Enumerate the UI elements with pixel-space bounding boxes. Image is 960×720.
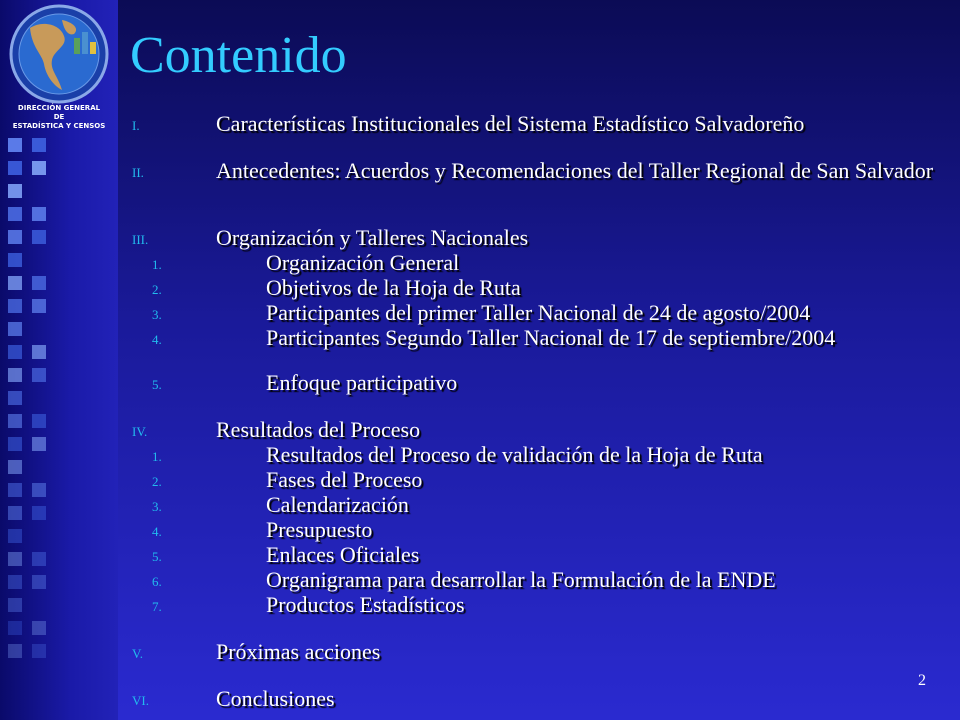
- decorative-square: [8, 368, 22, 382]
- decorative-square: [32, 506, 46, 520]
- toc-subsection-title: Productos Estadísticos: [266, 592, 465, 617]
- decorative-square: [8, 184, 22, 198]
- decorative-square: [32, 552, 46, 566]
- decorative-square: [32, 345, 46, 359]
- toc-subsection-title: Enfoque participativo: [266, 370, 458, 395]
- decorative-square: [8, 506, 22, 520]
- svg-text:DE: DE: [53, 113, 65, 121]
- decorative-square: [32, 575, 46, 589]
- decorative-square: [8, 230, 22, 244]
- decorative-square: [8, 322, 22, 336]
- svg-text:ESTADÍSTICA Y CENSOS: ESTADÍSTICA Y CENSOS: [12, 122, 106, 130]
- decorative-square: [8, 621, 22, 635]
- toc-subsection-title: Participantes Segundo Taller Nacional de 17 de septiembre/2004: [266, 325, 836, 350]
- toc-section-title: Características Institucionales del Sistema Estadístico Salvadoreño: [216, 111, 805, 136]
- toc-subsection-number: 7.: [152, 599, 162, 614]
- decorative-square: [8, 575, 22, 589]
- toc-subsection-number: 6.: [152, 574, 162, 589]
- decorative-square: [32, 276, 46, 290]
- decorative-square: [32, 414, 46, 428]
- toc-subsection-title: Participantes del primer Taller Nacional de 24 de agosto/2004: [266, 300, 811, 325]
- svg-text:DIRECCIÓN GENERAL: DIRECCIÓN GENERAL: [17, 104, 101, 112]
- toc-section-number: VI.: [132, 693, 149, 708]
- toc-section-title: Conclusiones: [216, 686, 335, 711]
- decorative-square: [8, 460, 22, 474]
- decorative-square: [8, 138, 22, 152]
- toc-subsection-title: Presupuesto: [266, 517, 373, 542]
- toc-subsection-title: Fases del Proceso: [266, 467, 423, 492]
- toc-subsection-number: 2.: [152, 282, 162, 297]
- slide-title: Contenido: [130, 27, 347, 84]
- decorative-square: [8, 207, 22, 221]
- decorative-square: [32, 368, 46, 382]
- decorative-square: [8, 276, 22, 290]
- decorative-square: [32, 207, 46, 221]
- decorative-square: [8, 552, 22, 566]
- toc-subsection-title: Calendarización: [266, 492, 409, 517]
- decorative-square: [8, 483, 22, 497]
- decorative-square: [32, 138, 46, 152]
- toc-section-title: Antecedentes: Acuerdos y Recomendaciones del Taller Regional de San Salvador: [216, 158, 934, 183]
- toc-section-number: V.: [132, 646, 143, 661]
- decorative-square: [32, 483, 46, 497]
- decorative-square: [32, 299, 46, 313]
- decorative-square: [8, 345, 22, 359]
- decorative-square: [32, 437, 46, 451]
- toc-subsection-number: 3.: [152, 307, 162, 322]
- decorative-square: [32, 644, 46, 658]
- toc-subsection-title: Organización General: [266, 250, 460, 275]
- toc-section-title: Próximas acciones: [216, 639, 381, 664]
- decorative-square: [8, 391, 22, 405]
- toc-subsection-number: 5.: [152, 377, 162, 392]
- decorative-square: [8, 529, 22, 543]
- toc-subsection-number: 4.: [152, 524, 162, 539]
- toc-subsection-title: Enlaces Oficiales: [266, 542, 420, 567]
- toc-subsection-number: 2.: [152, 474, 162, 489]
- page-number: 2: [918, 672, 926, 689]
- toc-subsection-number: 5.: [152, 549, 162, 564]
- toc-subsection-number: 1.: [152, 449, 162, 464]
- decorative-square: [8, 437, 22, 451]
- decorative-square: [32, 621, 46, 635]
- toc-section-title: Resultados del Proceso: [216, 417, 421, 442]
- toc-subsection-title: Organigrama para desarrollar la Formulación de la ENDE: [266, 567, 776, 592]
- toc-section-number: III.: [132, 232, 149, 247]
- toc-section-number: IV.: [132, 424, 148, 439]
- decorative-square: [8, 414, 22, 428]
- toc-section-number: I.: [132, 118, 140, 133]
- toc-subsection-number: 3.: [152, 499, 162, 514]
- decorative-square: [32, 161, 46, 175]
- decorative-square: [8, 253, 22, 267]
- toc-subsection-number: 1.: [152, 257, 162, 272]
- toc-subsection-title: Objetivos de la Hoja de Ruta: [266, 275, 521, 300]
- toc-section-number: II.: [132, 165, 144, 180]
- decorative-square: [8, 598, 22, 612]
- decorative-square: [8, 299, 22, 313]
- decorative-square: [8, 644, 22, 658]
- institution-logo: [2, 2, 116, 134]
- toc-section-title: Organización y Talleres Nacionales: [216, 225, 529, 250]
- toc-subsection-title: Resultados del Proceso de validación de la Hoja de Ruta: [266, 442, 763, 467]
- toc-subsection-number: 4.: [152, 332, 162, 347]
- decorative-square: [32, 230, 46, 244]
- decorative-square: [8, 161, 22, 175]
